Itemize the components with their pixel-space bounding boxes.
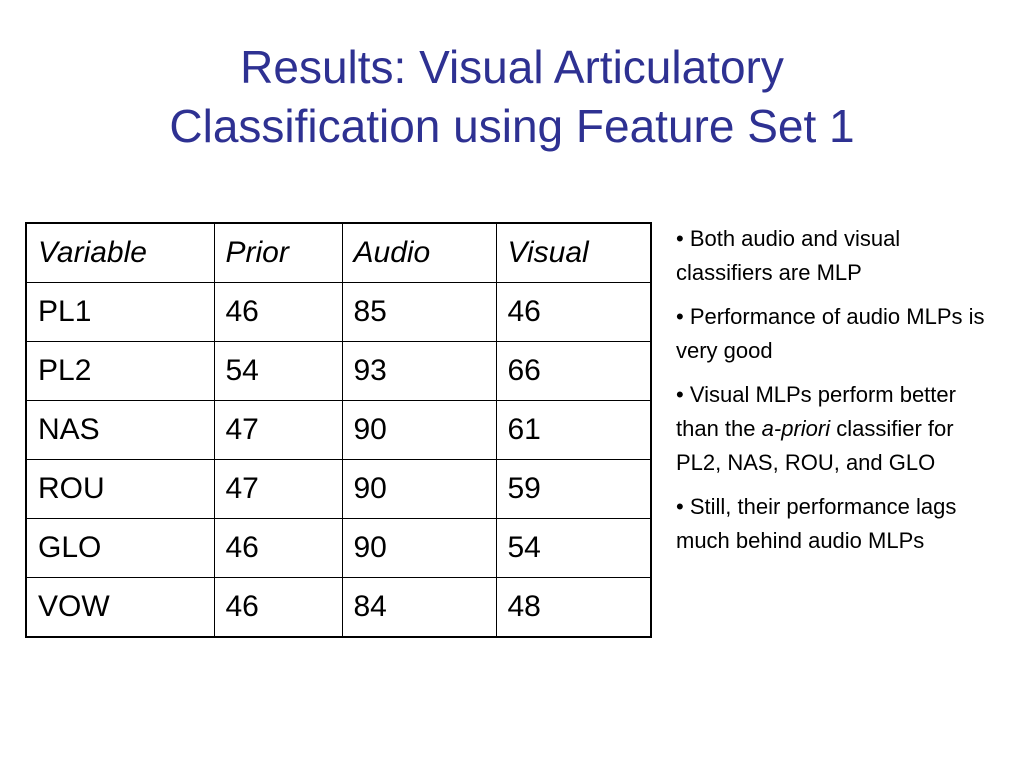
cell-prior: 47 [214, 460, 342, 519]
table-row [26, 342, 651, 401]
cell-visual: 46 [496, 283, 651, 342]
table-row [26, 283, 651, 342]
cell-audio: 84 [342, 578, 496, 638]
cell-variable: PL2 [26, 342, 214, 401]
table-row [26, 460, 651, 519]
cell-prior: 46 [214, 519, 342, 578]
header-audio: Audio [342, 223, 496, 283]
table-header-row [26, 223, 651, 283]
table-row [26, 401, 651, 460]
bullet-performance-lag: • Still, their performance lags much behind audio MLPs [676, 494, 957, 553]
cell-variable: ROU [26, 460, 214, 519]
table-row [26, 519, 651, 578]
results-table [25, 222, 652, 638]
bullet-list [676, 222, 996, 568]
cell-visual: 66 [496, 342, 651, 401]
cell-prior: 47 [214, 401, 342, 460]
header-visual: Visual [496, 223, 651, 283]
bullet-classifiers: • Both audio and visual classifiers are MLP [676, 226, 901, 285]
cell-variable: NAS [26, 401, 214, 460]
bullet-visual-text-post: classifier for PL2, NAS, ROU, and GLO [676, 416, 954, 475]
cell-prior: 54 [214, 342, 342, 401]
slide-title-line-1: Results: Visual Articulatory [240, 41, 784, 93]
bullet-visual-emphasis: a-priori [761, 416, 831, 441]
header-prior: Prior [214, 223, 342, 283]
slide-title-line-2: Classification using Feature Set 1 [169, 100, 855, 152]
header-variable: Variable [26, 223, 214, 283]
cell-audio: 85 [342, 283, 496, 342]
cell-visual: 48 [496, 578, 651, 638]
cell-variable: GLO [26, 519, 214, 578]
cell-audio: 93 [342, 342, 496, 401]
cell-visual: 54 [496, 519, 651, 578]
cell-visual: 61 [496, 401, 651, 460]
cell-audio: 90 [342, 401, 496, 460]
table-row [26, 578, 651, 638]
cell-visual: 59 [496, 460, 651, 519]
bullet-visual-text-pre: • Visual MLPs perform better than the [676, 382, 956, 441]
cell-audio: 90 [342, 460, 496, 519]
cell-variable: VOW [26, 578, 214, 638]
cell-prior: 46 [214, 283, 342, 342]
cell-variable: PL1 [26, 283, 214, 342]
bullet-visual-performance [676, 378, 996, 480]
bullet-audio-performance: • Performance of audio MLPs is very good [676, 304, 985, 363]
cell-prior: 46 [214, 578, 342, 638]
cell-audio: 90 [342, 519, 496, 578]
slide-title [0, 38, 1024, 156]
